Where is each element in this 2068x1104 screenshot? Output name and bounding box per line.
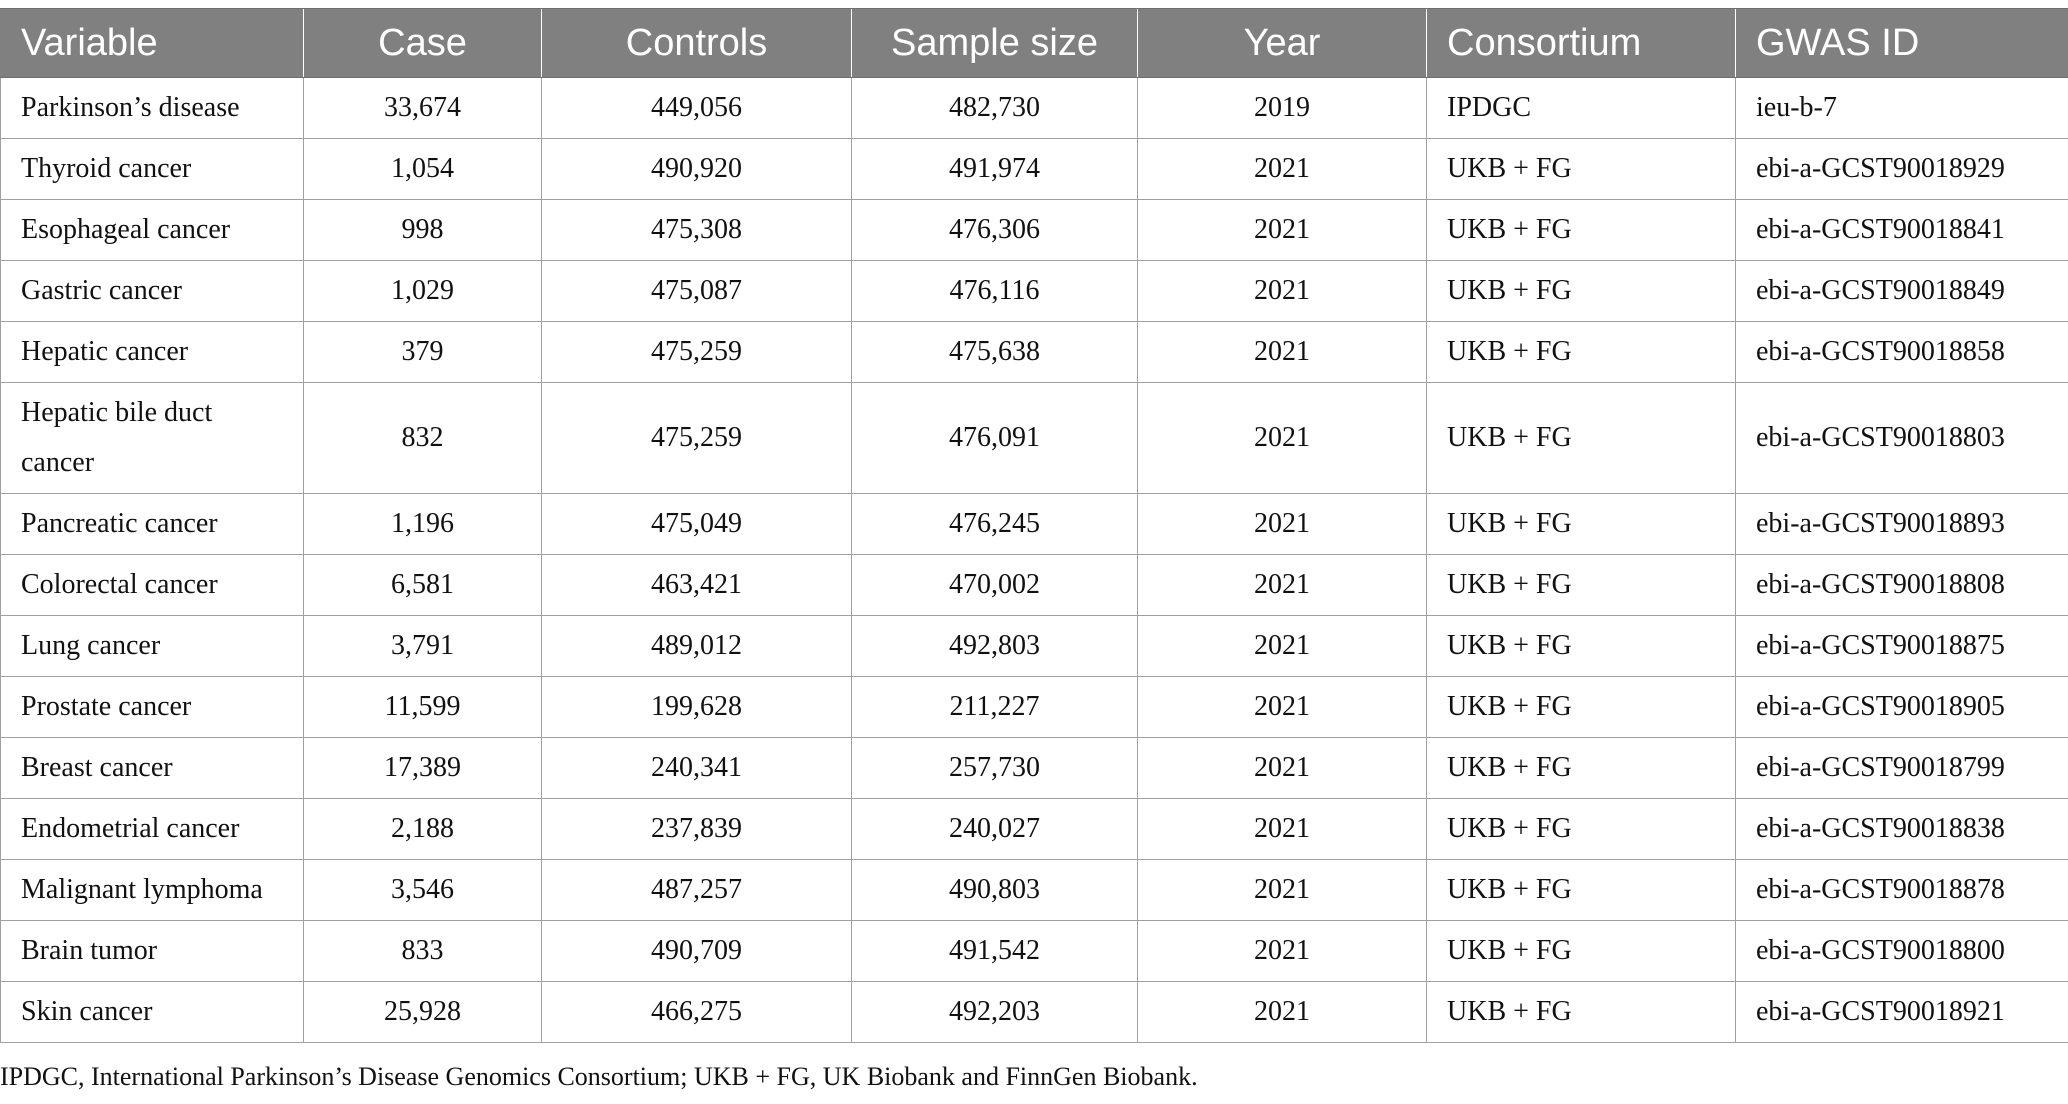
cell-variable: Colorectal cancer — [1, 555, 304, 616]
cell-case: 1,029 — [304, 261, 542, 322]
cell-consortium: UKB + FG — [1427, 261, 1736, 322]
cell-year: 2021 — [1138, 261, 1427, 322]
cell-variable: Thyroid cancer — [1, 139, 304, 200]
cell-variable: Pancreatic cancer — [1, 494, 304, 555]
cell-sample-size: 492,203 — [852, 982, 1138, 1043]
cell-case: 33,674 — [304, 78, 542, 139]
cell-gwas-id: ebi-a-GCST90018838 — [1736, 799, 2068, 860]
cell-consortium: UKB + FG — [1427, 860, 1736, 921]
table-footnote: IPDGC, International Parkinson’s Disease Genomics Consortium; UKB + FG, UK Biobank and FinnGen Biobank. — [0, 1062, 1198, 1091]
cell-controls: 466,275 — [542, 982, 852, 1043]
cell-consortium: UKB + FG — [1427, 322, 1736, 383]
cell-year: 2021 — [1138, 982, 1427, 1043]
cell-year: 2021 — [1138, 860, 1427, 921]
table-row — [1, 78, 2068, 139]
table-row — [1, 261, 2068, 322]
cell-year: 2021 — [1138, 383, 1427, 494]
cell-controls: 475,259 — [542, 322, 852, 383]
cell-controls: 475,259 — [542, 383, 852, 494]
cell-gwas-id: ebi-a-GCST90018803 — [1736, 383, 2068, 494]
cell-gwas-id: ebi-a-GCST90018893 — [1736, 494, 2068, 555]
cell-sample-size: 482,730 — [852, 78, 1138, 139]
cell-gwas-id: ebi-a-GCST90018929 — [1736, 139, 2068, 200]
cell-controls: 199,628 — [542, 677, 852, 738]
cell-controls: 475,049 — [542, 494, 852, 555]
cell-controls: 487,257 — [542, 860, 852, 921]
gwas-data-table — [0, 8, 2068, 1043]
cell-sample-size: 476,245 — [852, 494, 1138, 555]
cell-gwas-id: ebi-a-GCST90018841 — [1736, 200, 2068, 261]
cell-gwas-id: ebi-a-GCST90018858 — [1736, 322, 2068, 383]
table-body — [1, 78, 2068, 1043]
cell-gwas-id: ebi-a-GCST90018921 — [1736, 982, 2068, 1043]
table-header — [1, 9, 2068, 78]
cell-gwas-id: ebi-a-GCST90018799 — [1736, 738, 2068, 799]
table-row — [1, 799, 2068, 860]
table-row — [1, 555, 2068, 616]
header-consortium: Consortium — [1427, 9, 1736, 78]
cell-consortium: IPDGC — [1427, 78, 1736, 139]
table-row — [1, 139, 2068, 200]
cell-case: 833 — [304, 921, 542, 982]
cell-case: 379 — [304, 322, 542, 383]
table-row — [1, 494, 2068, 555]
cell-case: 11,599 — [304, 677, 542, 738]
cell-variable: Skin cancer — [1, 982, 304, 1043]
cell-case: 3,546 — [304, 860, 542, 921]
cell-consortium: UKB + FG — [1427, 494, 1736, 555]
cell-case: 998 — [304, 200, 542, 261]
cell-controls: 490,709 — [542, 921, 852, 982]
cell-variable: Prostate cancer — [1, 677, 304, 738]
header-gwas-id: GWAS ID — [1736, 9, 2068, 78]
cell-variable: Breast cancer — [1, 738, 304, 799]
cell-case: 6,581 — [304, 555, 542, 616]
cell-variable: Lung cancer — [1, 616, 304, 677]
cell-consortium: UKB + FG — [1427, 383, 1736, 494]
table-row — [1, 921, 2068, 982]
table-row — [1, 616, 2068, 677]
header-sample-size: Sample size — [852, 9, 1138, 78]
cell-year: 2021 — [1138, 616, 1427, 677]
cell-controls: 475,308 — [542, 200, 852, 261]
table-row — [1, 322, 2068, 383]
cell-controls: 237,839 — [542, 799, 852, 860]
cell-year: 2021 — [1138, 139, 1427, 200]
header-variable: Variable — [1, 9, 304, 78]
cell-sample-size: 211,227 — [852, 677, 1138, 738]
cell-year: 2019 — [1138, 78, 1427, 139]
cell-year: 2021 — [1138, 921, 1427, 982]
cell-gwas-id: ebi-a-GCST90018875 — [1736, 616, 2068, 677]
cell-gwas-id: ebi-a-GCST90018849 — [1736, 261, 2068, 322]
cell-variable: Parkinson’s disease — [1, 78, 304, 139]
cell-sample-size: 491,542 — [852, 921, 1138, 982]
cell-variable: Malignant lymphoma — [1, 860, 304, 921]
cell-variable: Endometrial cancer — [1, 799, 304, 860]
cell-sample-size: 240,027 — [852, 799, 1138, 860]
cell-sample-size: 492,803 — [852, 616, 1138, 677]
cell-sample-size: 491,974 — [852, 139, 1138, 200]
cell-controls: 489,012 — [542, 616, 852, 677]
cell-consortium: UKB + FG — [1427, 799, 1736, 860]
cell-consortium: UKB + FG — [1427, 738, 1736, 799]
table-row — [1, 383, 2068, 494]
cell-controls: 240,341 — [542, 738, 852, 799]
table-row — [1, 982, 2068, 1043]
cell-gwas-id: ebi-a-GCST90018878 — [1736, 860, 2068, 921]
cell-consortium: UKB + FG — [1427, 616, 1736, 677]
cell-sample-size: 476,091 — [852, 383, 1138, 494]
header-case: Case — [304, 9, 542, 78]
table-row — [1, 738, 2068, 799]
cell-year: 2021 — [1138, 494, 1427, 555]
cell-controls: 449,056 — [542, 78, 852, 139]
cell-consortium: UKB + FG — [1427, 677, 1736, 738]
cell-case: 17,389 — [304, 738, 542, 799]
cell-consortium: UKB + FG — [1427, 139, 1736, 200]
cell-year: 2021 — [1138, 677, 1427, 738]
header-controls: Controls — [542, 9, 852, 78]
cell-gwas-id: ebi-a-GCST90018905 — [1736, 677, 2068, 738]
cell-sample-size: 470,002 — [852, 555, 1138, 616]
cell-case: 3,791 — [304, 616, 542, 677]
table-row — [1, 860, 2068, 921]
cell-sample-size: 490,803 — [852, 860, 1138, 921]
cell-year: 2021 — [1138, 738, 1427, 799]
cell-year: 2021 — [1138, 555, 1427, 616]
table-row — [1, 200, 2068, 261]
table-row — [1, 677, 2068, 738]
cell-variable: Hepatic bile duct cancer — [1, 383, 304, 494]
cell-sample-size: 475,638 — [852, 322, 1138, 383]
cell-gwas-id: ieu-b-7 — [1736, 78, 2068, 139]
cell-year: 2021 — [1138, 799, 1427, 860]
cell-case: 1,196 — [304, 494, 542, 555]
cell-consortium: UKB + FG — [1427, 982, 1736, 1043]
cell-sample-size: 476,306 — [852, 200, 1138, 261]
header-year: Year — [1138, 9, 1427, 78]
cell-controls: 475,087 — [542, 261, 852, 322]
cell-consortium: UKB + FG — [1427, 555, 1736, 616]
cell-case: 25,928 — [304, 982, 542, 1043]
cell-sample-size: 476,116 — [852, 261, 1138, 322]
cell-case: 832 — [304, 383, 542, 494]
cell-gwas-id: ebi-a-GCST90018808 — [1736, 555, 2068, 616]
cell-controls: 490,920 — [542, 139, 852, 200]
cell-consortium: UKB + FG — [1427, 921, 1736, 982]
cell-controls: 463,421 — [542, 555, 852, 616]
cell-sample-size: 257,730 — [852, 738, 1138, 799]
cell-variable: Hepatic cancer — [1, 322, 304, 383]
cell-year: 2021 — [1138, 200, 1427, 261]
cell-consortium: UKB + FG — [1427, 200, 1736, 261]
cell-variable: Esophageal cancer — [1, 200, 304, 261]
cell-case: 1,054 — [304, 139, 542, 200]
cell-variable: Brain tumor — [1, 921, 304, 982]
header-row — [1, 9, 2068, 78]
cell-variable: Gastric cancer — [1, 261, 304, 322]
cell-case: 2,188 — [304, 799, 542, 860]
data-table-container — [0, 8, 2068, 1043]
cell-gwas-id: ebi-a-GCST90018800 — [1736, 921, 2068, 982]
cell-year: 2021 — [1138, 322, 1427, 383]
